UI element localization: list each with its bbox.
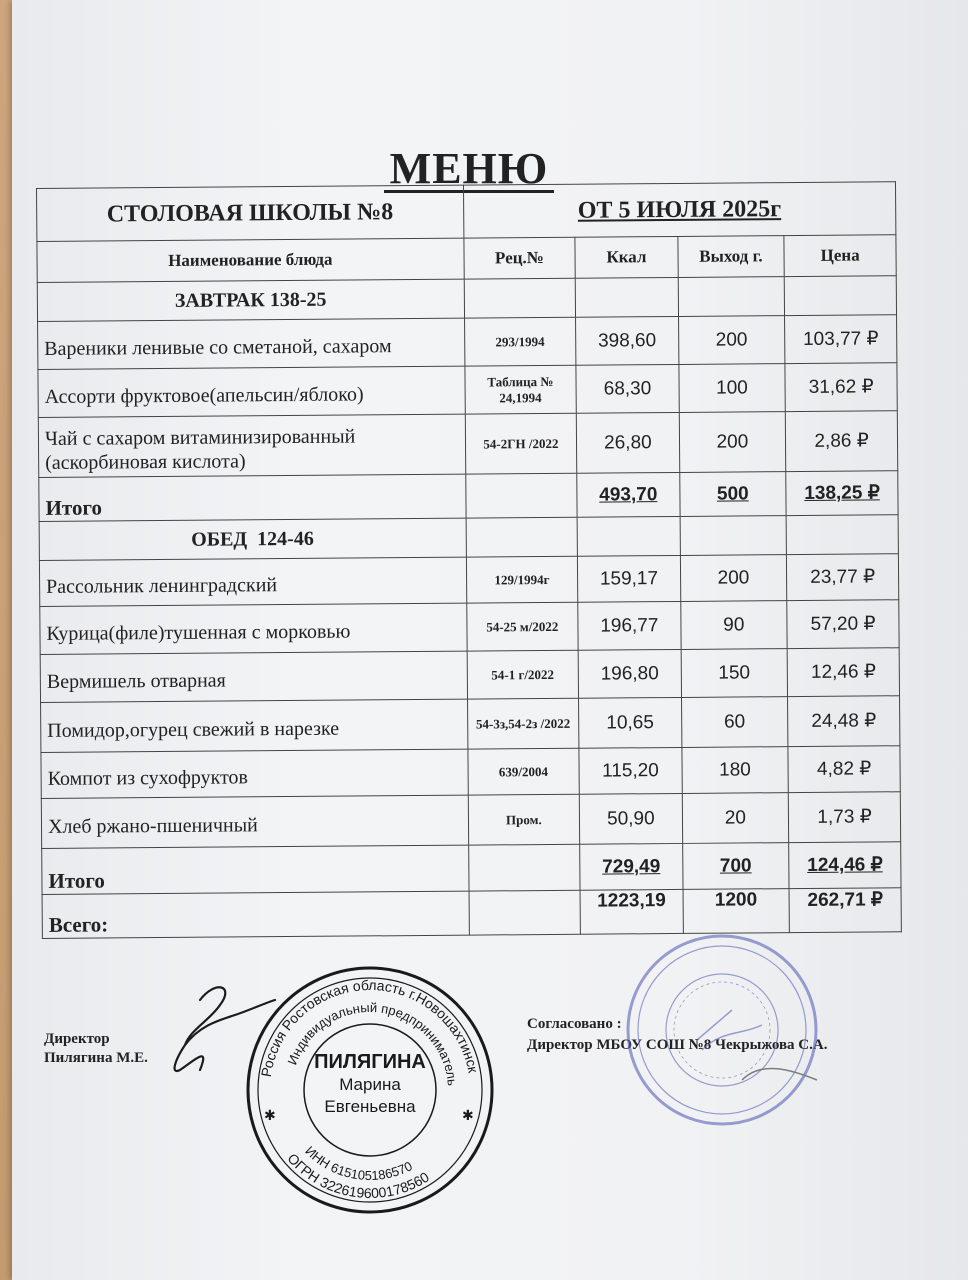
col-header-kcal: Ккал [575,236,678,278]
total-kcal: 493,70 [577,472,680,517]
dish-rec: 54-1 г/2022 [467,650,579,699]
school-stamp-icon [622,930,822,1130]
grand-total-out: 1200 [683,889,790,934]
table-row [41,746,900,799]
director-signature-block [44,1030,148,1068]
dish-kcal: 159,17 [578,555,681,602]
dish-rec: 639/2004 [467,748,579,795]
grand-total-label: Всего: [42,891,469,938]
dish-name: Вермишель отварная [40,651,467,702]
dish-price: 23,77 ₽ [787,554,899,601]
table-row [38,411,897,478]
dish-out: 150 [681,649,788,698]
table-row [41,696,900,753]
column-header-row [37,235,896,283]
total-out: 500 [679,472,786,517]
dish-kcal: 196,77 [578,601,681,650]
total-label: Итого [42,845,469,894]
dish-price: 1,73 ₽ [788,792,900,843]
dish-rec: Пром. [468,794,580,845]
agreed-label: Согласовано : [527,1016,622,1032]
col-header-rec: Рец.№ [463,237,575,279]
dish-price: 57,20 ₽ [787,600,899,649]
stamp-inn: ИНН 615105186570 [302,1143,415,1184]
svg-text:✱: ✱ [264,1107,276,1123]
dish-kcal: 115,20 [579,747,682,794]
dish-out: 20 [682,793,789,844]
dish-out: 100 [678,364,785,413]
grand-total-price: 262,71 ₽ [789,888,901,933]
table-header-row [37,182,896,242]
dish-price: 12,46 ₽ [787,648,899,697]
dish-rec: 54-3з,54-2з /2022 [467,698,579,749]
dish-kcal: 10,65 [579,697,682,748]
school-director: Директор МБОУ СОШ №8 Чекрыжова С.А. [527,1037,828,1053]
dish-kcal: 50,90 [579,793,682,844]
dish-kcal: 26,80 [576,412,679,473]
table-row [39,554,898,607]
table-row [38,315,897,370]
dish-price: 31,62 ₽ [785,363,897,412]
director-title: Директор [44,1031,110,1047]
dish-rec: 54-2ГН /2022 [465,413,577,474]
dish-price: 24,48 ₽ [788,696,900,747]
col-header-price: Цена [784,235,896,277]
dish-kcal: 68,30 [576,364,679,413]
dish-rec: Таблица № 24,1994 [464,365,576,414]
dish-name: Ассорти фруктовое(апельсин/яблоко) [38,366,465,417]
dish-name: Вареники ленивые со сметаной, сахаром [38,318,465,369]
table-row [40,600,899,655]
dish-rec: 129/1994г [466,556,578,603]
stamp-name1: ПИЛЯГИНА [314,1051,426,1073]
total-row-breakfast [39,471,898,522]
table-row [41,792,900,849]
ip-stamp-icon [240,960,500,1220]
dish-name: Курица(филе)тушенная с морковью [40,603,467,654]
dish-out: 60 [681,697,788,748]
dish-out: 200 [678,316,785,365]
col-header-out: Выход г. [677,236,784,278]
dish-price: 4,82 ₽ [788,746,900,793]
dish-kcal: 398,60 [576,316,679,365]
dish-price: 2,86 ₽ [785,411,897,472]
total-price: 124,46 ₽ [789,842,901,889]
menu-table [36,181,902,939]
table-row [40,648,899,703]
dish-out: 90 [680,601,787,650]
lunch-title: ОБЕД 124-46 [39,518,466,560]
section-row-breakfast [37,276,896,322]
stamp-ogrn: ОГРН 322619600178560 [284,1150,432,1202]
total-kcal: 729,49 [580,843,683,890]
dish-name: Помидор,огурец свежий в нарезке [41,699,468,752]
dish-rec: 54-25 м/2022 [466,602,578,651]
breakfast-title: ЗАВТРАК 138-25 [37,279,464,321]
canteen-name: СТОЛОВАЯ ШКОЛЫ №8 [37,185,464,241]
svg-text:✱: ✱ [462,1107,474,1123]
dish-name: Чай с сахаром витаминизированный (аскорбиновая кислота) [38,414,465,477]
dish-name: Компот из сухофруктов [41,749,468,798]
dish-name: Рассольник ленинградский [39,557,466,606]
dish-name: Хлеб ржано-пшеничный [41,795,468,848]
total-row-lunch [42,842,901,895]
table-row [38,363,897,418]
stamp-name3: Евгеньевна [324,1097,416,1116]
dish-rec: 293/1994 [464,317,576,366]
stamp-name2: Марина [339,1075,401,1094]
menu-date: ОТ 5 ИЮЛЯ 2025г [463,182,896,238]
dish-price: 103,77 ₽ [785,315,897,364]
dish-out: 200 [679,412,786,473]
stamp-ring-text: Россия Ростовская область г.Новошахтинск [257,976,482,1078]
dish-out: 180 [681,747,788,794]
page-title: МЕНЮ [384,148,554,193]
total-label: Итого [39,474,466,521]
col-header-name: Наименование блюда [37,238,464,282]
dish-kcal: 196,80 [578,649,681,698]
total-price: 138,25 ₽ [786,471,898,516]
total-out: 700 [682,843,789,890]
stamp-ring-text-inner: Индивидуальный предприниматель [284,999,460,1087]
grand-total-kcal: 1223,19 [580,889,683,934]
dish-out: 200 [680,555,787,602]
director-name: Пилягина М.Е. [44,1050,148,1066]
section-row-lunch [39,515,898,561]
